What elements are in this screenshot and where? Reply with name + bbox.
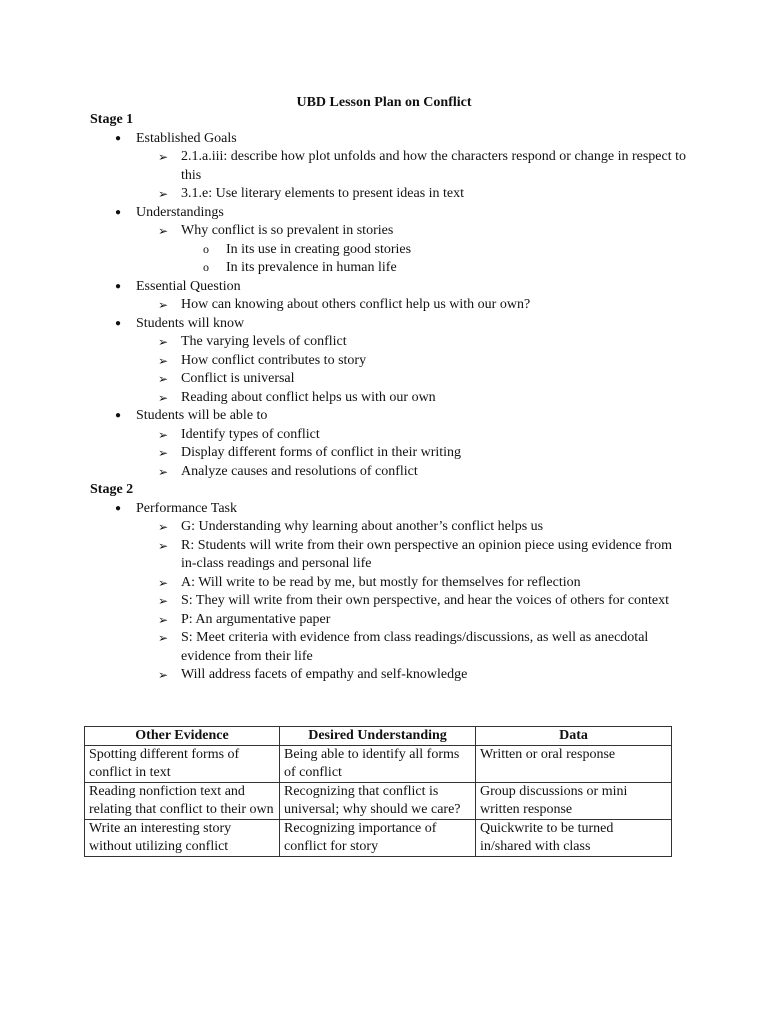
arrow-bullet-icon: ➢: [158, 631, 169, 645]
column-header: Data: [476, 727, 672, 746]
list-item: ➢ P: An argumentative paper: [90, 611, 690, 630]
list-item: ➢ R: Students will write from their own perspective an opinion piece using evidence from in-class readings and personal life: [158, 537, 673, 571]
bullet-icon: ●: [115, 280, 122, 292]
arrow-bullet-icon: ➢: [158, 335, 169, 349]
table-header-row: [85, 727, 672, 746]
list-item: ➢ S: They will write from their own perspective, and hear the voices of others for context: [90, 592, 690, 611]
list-item: ➢ How conflict contributes to story: [90, 352, 690, 371]
evidence-table: [84, 726, 672, 857]
list-item: ➢ Conflict is universal: [90, 370, 690, 389]
arrow-bullet-icon: ➢: [158, 224, 169, 238]
arrow-bullet-icon: ➢: [158, 353, 169, 368]
list-item: ➢ A: Will write to be read by me, but mostly for themselves for reflection: [90, 574, 690, 593]
list-item: ➢ The varying levels of conflict: [90, 333, 690, 352]
stage-2-list: [90, 500, 690, 685]
list-item: ➢ Analyze causes and resolutions of conflict: [90, 463, 690, 482]
table-cell: Spotting different forms of conflict in text: [85, 746, 280, 783]
stage-2-heading: Stage 2: [90, 482, 134, 497]
table-cell: Recognizing importance of conflict for story: [280, 820, 476, 857]
arrow-bullet-icon: ➢: [158, 427, 169, 442]
list-item: ● Essential Question: [90, 278, 690, 297]
list-item: ➢ Why conflict is so prevalent in stories: [90, 222, 690, 241]
arrow-bullet-icon: ➢: [158, 150, 169, 164]
bullet-icon: ●: [115, 132, 122, 144]
list-item: ➢ S: Meet criteria with evidence from class readings/discussions, as well as anecdotal evidence from their life: [158, 630, 649, 664]
list-item: ➢ Identify types of conflict: [90, 426, 690, 445]
table-row: [85, 783, 672, 820]
list-item: ➢ 2.1.a.iii: describe how plot unfolds and how the characters respond or change in respect to this: [158, 149, 687, 183]
arrow-bullet-icon: ➢: [158, 520, 169, 534]
list-item: o In its prevalence in human life: [203, 260, 397, 275]
arrow-bullet-icon: ➢: [158, 594, 169, 608]
list-item: ➢ Will address facets of empathy and self-knowledge: [90, 666, 690, 685]
list-item: ● Established Goals: [90, 130, 690, 149]
table-cell: Write an interesting story without utilizing conflict: [85, 820, 280, 857]
arrow-bullet-icon: ➢: [158, 464, 169, 479]
document-title: UBD Lesson Plan on Conflict: [296, 95, 472, 110]
stage-1-list: [90, 130, 690, 482]
bullet-icon: ●: [115, 502, 122, 514]
bullet-icon: ●: [115, 317, 122, 329]
list-item: o In its use in creating good stories: [203, 241, 412, 257]
arrow-bullet-icon: ➢: [158, 575, 169, 590]
table-cell: Being able to identify all forms of conflict: [280, 746, 476, 783]
table-cell: Reading nonfiction text and relating that conflict to their own: [85, 783, 280, 820]
table-row: [85, 820, 672, 857]
bullet-icon: ●: [115, 410, 122, 421]
list-item: ➢ G: Understanding why learning about another’s conflict helps us: [90, 518, 690, 537]
table-cell: Quickwrite to be turned in/shared with class: [476, 820, 672, 857]
list-item: ● Students will know: [90, 315, 690, 334]
table-cell: Recognizing that conflict is universal; why should we care?: [280, 783, 476, 820]
table-cell: Group discussions or mini written response: [476, 783, 672, 820]
arrow-bullet-icon: ➢: [158, 390, 169, 405]
arrow-bullet-icon: ➢: [158, 446, 169, 460]
arrow-bullet-icon: ➢: [158, 612, 169, 627]
arrow-bullet-icon: ➢: [158, 372, 169, 386]
list-item: ➢ 3.1.e: Use literary elements to present ideas in text: [90, 185, 690, 204]
list-item: ➢ Reading about conflict helps us with our own: [90, 389, 690, 408]
arrow-bullet-icon: ➢: [158, 187, 169, 201]
list-item: ➢ Display different forms of conflict in their writing: [90, 444, 690, 463]
table-cell: Written or oral response: [476, 746, 672, 783]
column-header: Other Evidence: [85, 727, 280, 746]
bullet-icon: ●: [115, 206, 122, 218]
list-item: ● Understandings: [90, 204, 690, 223]
document-body: [90, 111, 690, 685]
list-item: ● Performance Task: [90, 500, 690, 519]
arrow-bullet-icon: ➢: [158, 668, 169, 682]
stage-1-heading: Stage 1: [90, 112, 134, 127]
list-item: ● Students will be able to: [90, 407, 690, 426]
circle-bullet-icon: o: [203, 260, 209, 274]
arrow-bullet-icon: ➢: [158, 298, 169, 312]
arrow-bullet-icon: ➢: [158, 538, 169, 553]
list-item: ➢ How can knowing about others conflict help us with our own?: [90, 296, 690, 315]
circle-bullet-icon: o: [203, 241, 209, 256]
column-header: Desired Understanding: [280, 727, 476, 746]
table-row: [85, 746, 672, 783]
